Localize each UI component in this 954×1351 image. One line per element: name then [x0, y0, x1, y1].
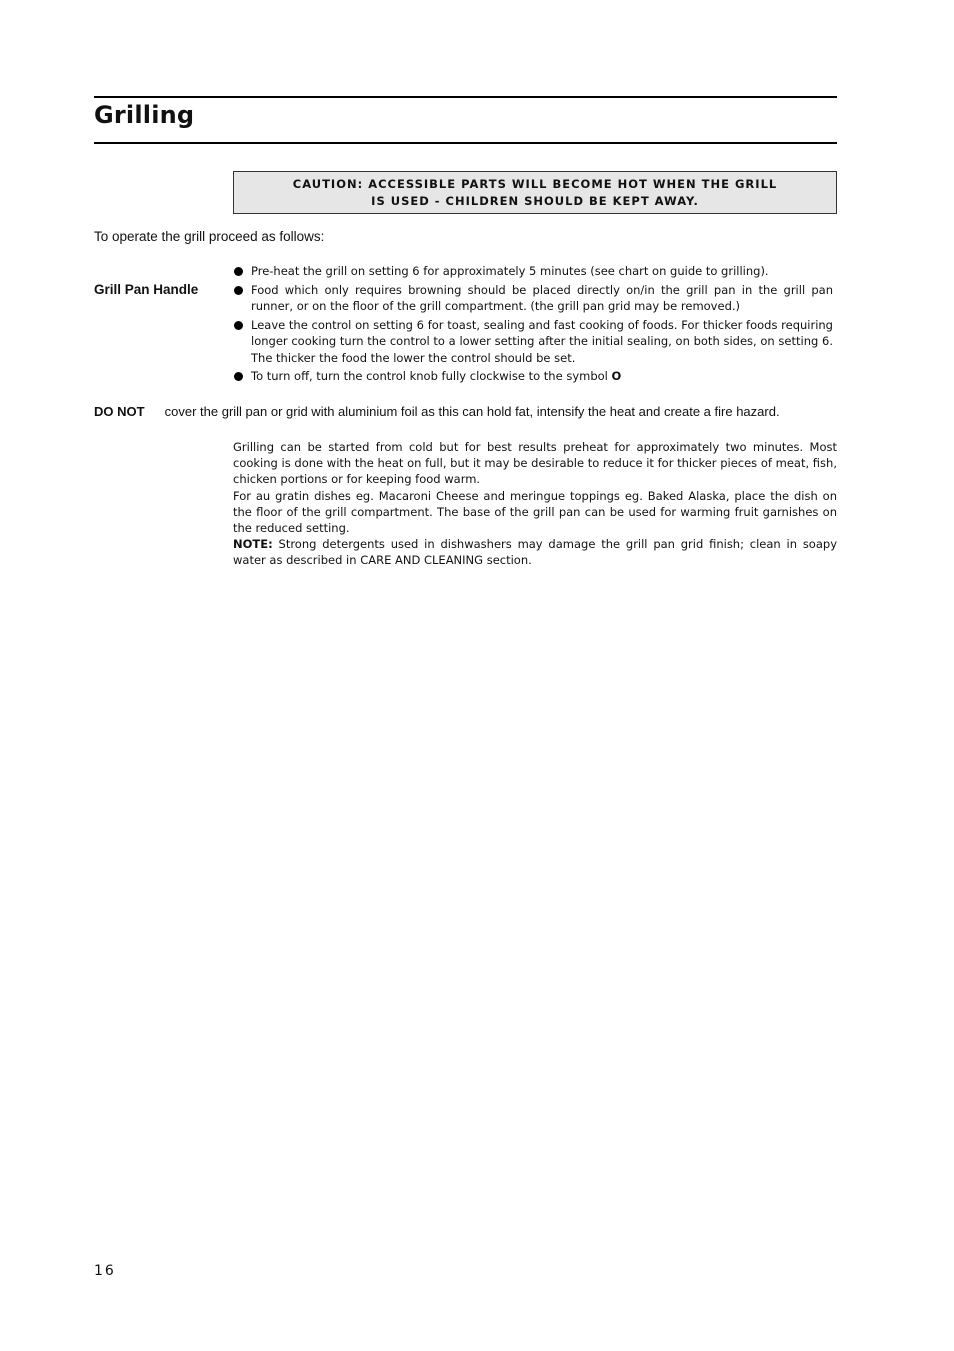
header-rule-bottom — [94, 142, 837, 144]
page-number: 16 — [94, 1263, 116, 1279]
bullet-icon — [234, 372, 243, 381]
list-item — [233, 263, 833, 280]
bullet-icon — [234, 286, 243, 295]
instruction-list — [233, 263, 833, 387]
note-paragraph — [233, 536, 837, 568]
list-item-text: Food which only requires browning should be placed directly on/in the grill pan in the grill pan runner, or on the floor of the grill compartment. (the grill pan grid may be removed.) — [251, 282, 833, 313]
header-rule-top — [94, 96, 837, 98]
caution-box — [233, 171, 837, 214]
list-item-text: Leave the control on setting 6 for toast, sealing and fast cooking of foods. For thicker foods requiring longer cooking turn the control to a lower setting after the initial sealing, on both sides, on setting 6. The thicker the food the lower the control should be set. — [251, 317, 833, 365]
paragraph: Grilling can be started from cold but for best results preheat for approximately two minutes. Most cooking is done with the heat on full, but it may be desirable to reduce it for thicker pieces of meat, fish, chicken portions or for keeping food warm. — [233, 440, 837, 487]
intro-text: To operate the grill proceed as follows: — [94, 229, 325, 244]
bullet-icon — [234, 321, 243, 330]
do-not-warning — [94, 404, 854, 419]
do-not-text: cover the grill pan or grid with aluminium foil as this can hold fat, intensify the heat and create a fire hazard. — [164, 404, 780, 419]
list-item — [233, 282, 833, 315]
paragraph: For au gratin dishes eg. Macaroni Cheese and meringue toppings eg. Baked Alaska, place the dish on the floor of the grill compartment. The base of the grill pan can be used for warming fruit garnishes on the reduced setting. — [233, 488, 837, 536]
caution-line-2: IS USED - CHILDREN SHOULD BE KEPT AWAY. — [371, 194, 699, 208]
grilling-notes — [233, 439, 837, 569]
page-title: Grilling — [94, 101, 195, 129]
grill-pan-handle-label: Grill Pan Handle — [94, 282, 199, 297]
list-item-text: Pre-heat the grill on setting 6 for approximately 5 minutes (see chart on guide to grilling). — [251, 264, 769, 278]
note-label: NOTE: — [233, 537, 273, 552]
off-symbol: O — [611, 369, 622, 383]
list-item — [233, 368, 833, 385]
do-not-label: DO NOT — [94, 404, 145, 419]
note-text: Strong detergents used in dishwashers may damage the grill pan grid finish; clean in soapy water as described in CARE AND CLEANING section. — [233, 537, 837, 568]
bullet-icon — [234, 267, 243, 276]
list-item-text: To turn off, turn the control knob fully clockwise to the symbol — [251, 369, 608, 383]
list-item — [233, 317, 833, 367]
caution-line-1: CAUTION: ACCESSIBLE PARTS WILL BECOME HOT WHEN THE GRILL — [292, 177, 778, 191]
